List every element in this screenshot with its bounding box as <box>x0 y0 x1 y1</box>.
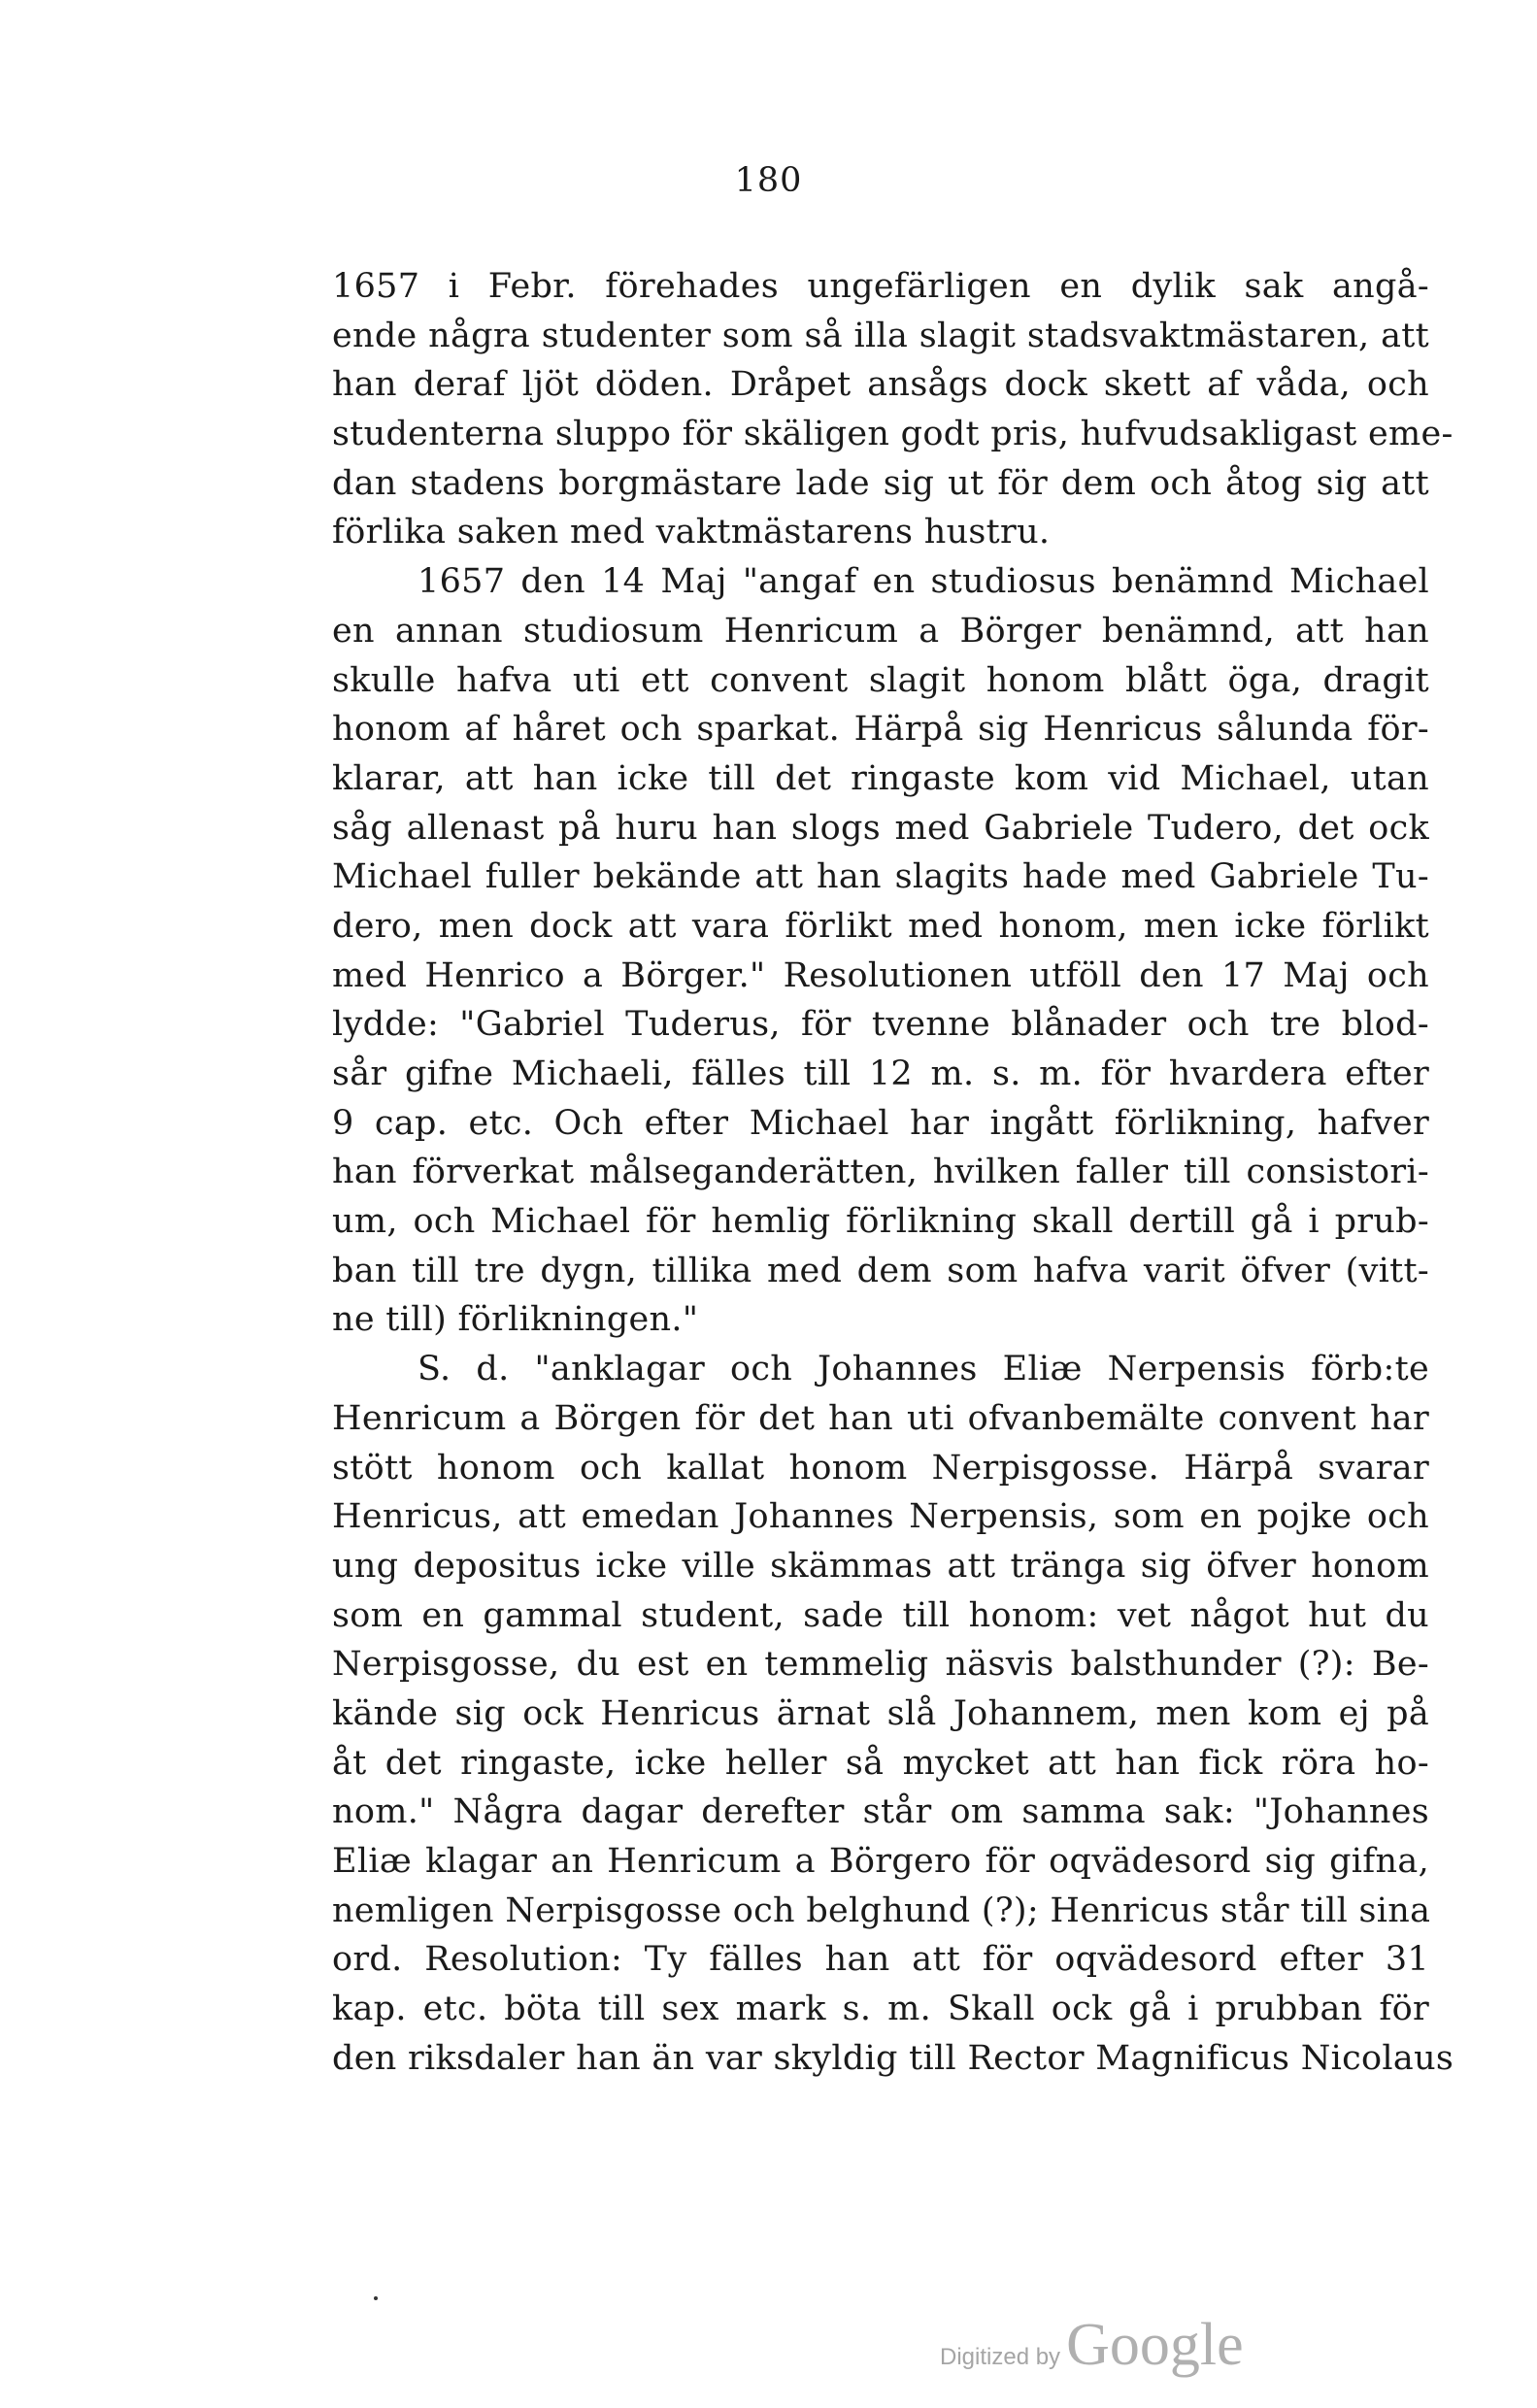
google-logo: Google <box>1066 2312 1244 2378</box>
text-line: ord. Resolution: Ty fälles han att för oqvädesord efter 31 <box>332 1940 1429 1980</box>
text-line: skulle hafva uti ett convent slagit honom blått öga, dragit <box>332 660 1429 700</box>
text-line: kände sig ock Henricus ärnat slå Johannem, men kom ej på <box>332 1693 1429 1733</box>
text-line: han deraf ljöt döden. Dråpet ansågs dock skett af våda, och <box>332 365 1429 405</box>
stray-ink-mark <box>374 2296 378 2300</box>
text-line: Henricus, att emedan Johannes Nerpensis, som en pojke och <box>332 1497 1429 1537</box>
text-line: såg allenast på huru han slogs med Gabriele Tudero, det ock <box>332 808 1429 848</box>
text-line: ne till) förlikningen." <box>332 1300 699 1340</box>
text-line: nemligen Nerpisgosse och belghund (?); Henricus står till sina <box>332 1890 1431 1930</box>
text-line: nom." Några dagar derefter står om samma sak: "Johannes <box>332 1792 1429 1832</box>
text-line: med Henrico a Börger." Resolutionen utföll den 17 Maj och <box>332 955 1429 995</box>
body-text <box>332 262 1454 2083</box>
text-line: studenterna sluppo för skäligen godt pris, hufvudsakligast eme- <box>332 415 1453 454</box>
text-line: han förverkat målseganderätten, hvilken faller till consistori- <box>332 1153 1429 1192</box>
text-line: ende några studenter som så illa slagit stadsvaktmästaren, att <box>332 316 1429 355</box>
text-line: Henricum a Börgen för det han uti ofvanbemälte convent har <box>332 1398 1429 1438</box>
text-line: honom af håret och sparkat. Härpå sig Henricus sålunda för- <box>332 710 1429 750</box>
text-line: sår gifne Michaeli, fälles till 12 m. s. m. för hvardera efter <box>332 1054 1429 1093</box>
text-line: 9 cap. etc. Och efter Michael har ingått förlikning, hafver <box>332 1103 1429 1143</box>
text-line: um, och Michael för hemlig förlikning skall dertill gå i prub- <box>332 1202 1429 1242</box>
text-line: lydde: "Gabriel Tuderus, för tvenne blånader och tre blod- <box>332 1005 1429 1045</box>
digitized-watermark <box>940 2311 1244 2379</box>
text-line: ung depositus icke ville skämmas att tränga sig öfver honom <box>332 1546 1429 1586</box>
text-line: dero, men dock att vara förlikt med honom, men icke förlikt <box>332 906 1429 946</box>
text-line: som en gammal student, sade till honom: vet något hut du <box>332 1595 1429 1635</box>
text-line: åt det ringaste, icke heller så mycket att han fick röra ho- <box>332 1743 1429 1783</box>
text-line: 1657 i Febr. förehades ungefärligen en dylik sak angå- <box>332 267 1429 306</box>
text-line: Michael fuller bekände att han slagits hade med Gabriele Tu- <box>332 857 1429 897</box>
watermark-prefix: Digitized by <box>940 2344 1061 2370</box>
text-line: dan stadens borgmästare lade sig ut för dem och åtog sig att <box>332 463 1429 503</box>
page-number: 180 <box>734 161 803 200</box>
text-line: 1657 den 14 Maj "angaf en studiosus benämnd Michael <box>418 562 1429 602</box>
text-line: Nerpisgosse, du est en temmelig näsvis balsthunder (?): Be- <box>332 1645 1429 1685</box>
text-line: ban till tre dygn, tillika med dem som hafva varit öfver (vitt- <box>332 1251 1429 1290</box>
text-line: S. d. "anklagar och Johannes Eliæ Nerpensis förb:te <box>418 1350 1429 1389</box>
text-line: förlika saken med vaktmästarens hustru. <box>332 513 1051 552</box>
text-line: den riksdaler han än var skyldig till Rector Magnificus Nicolaus <box>332 2038 1454 2078</box>
text-line: kap. etc. böta till sex mark s. m. Skall ock gå i prubban för <box>332 1990 1429 2029</box>
text-line: en annan studiosum Henricum a Börger benämnd, att han <box>332 611 1429 651</box>
text-line: Eliæ klagar an Henricum a Börgero för oqvädesord sig gifna, <box>332 1842 1429 1881</box>
text-line: klarar, att han icke till det ringaste kom vid Michael, utan <box>332 758 1429 798</box>
text-line: stött honom och kallat honom Nerpisgosse. Härpå svarar <box>332 1448 1429 1488</box>
